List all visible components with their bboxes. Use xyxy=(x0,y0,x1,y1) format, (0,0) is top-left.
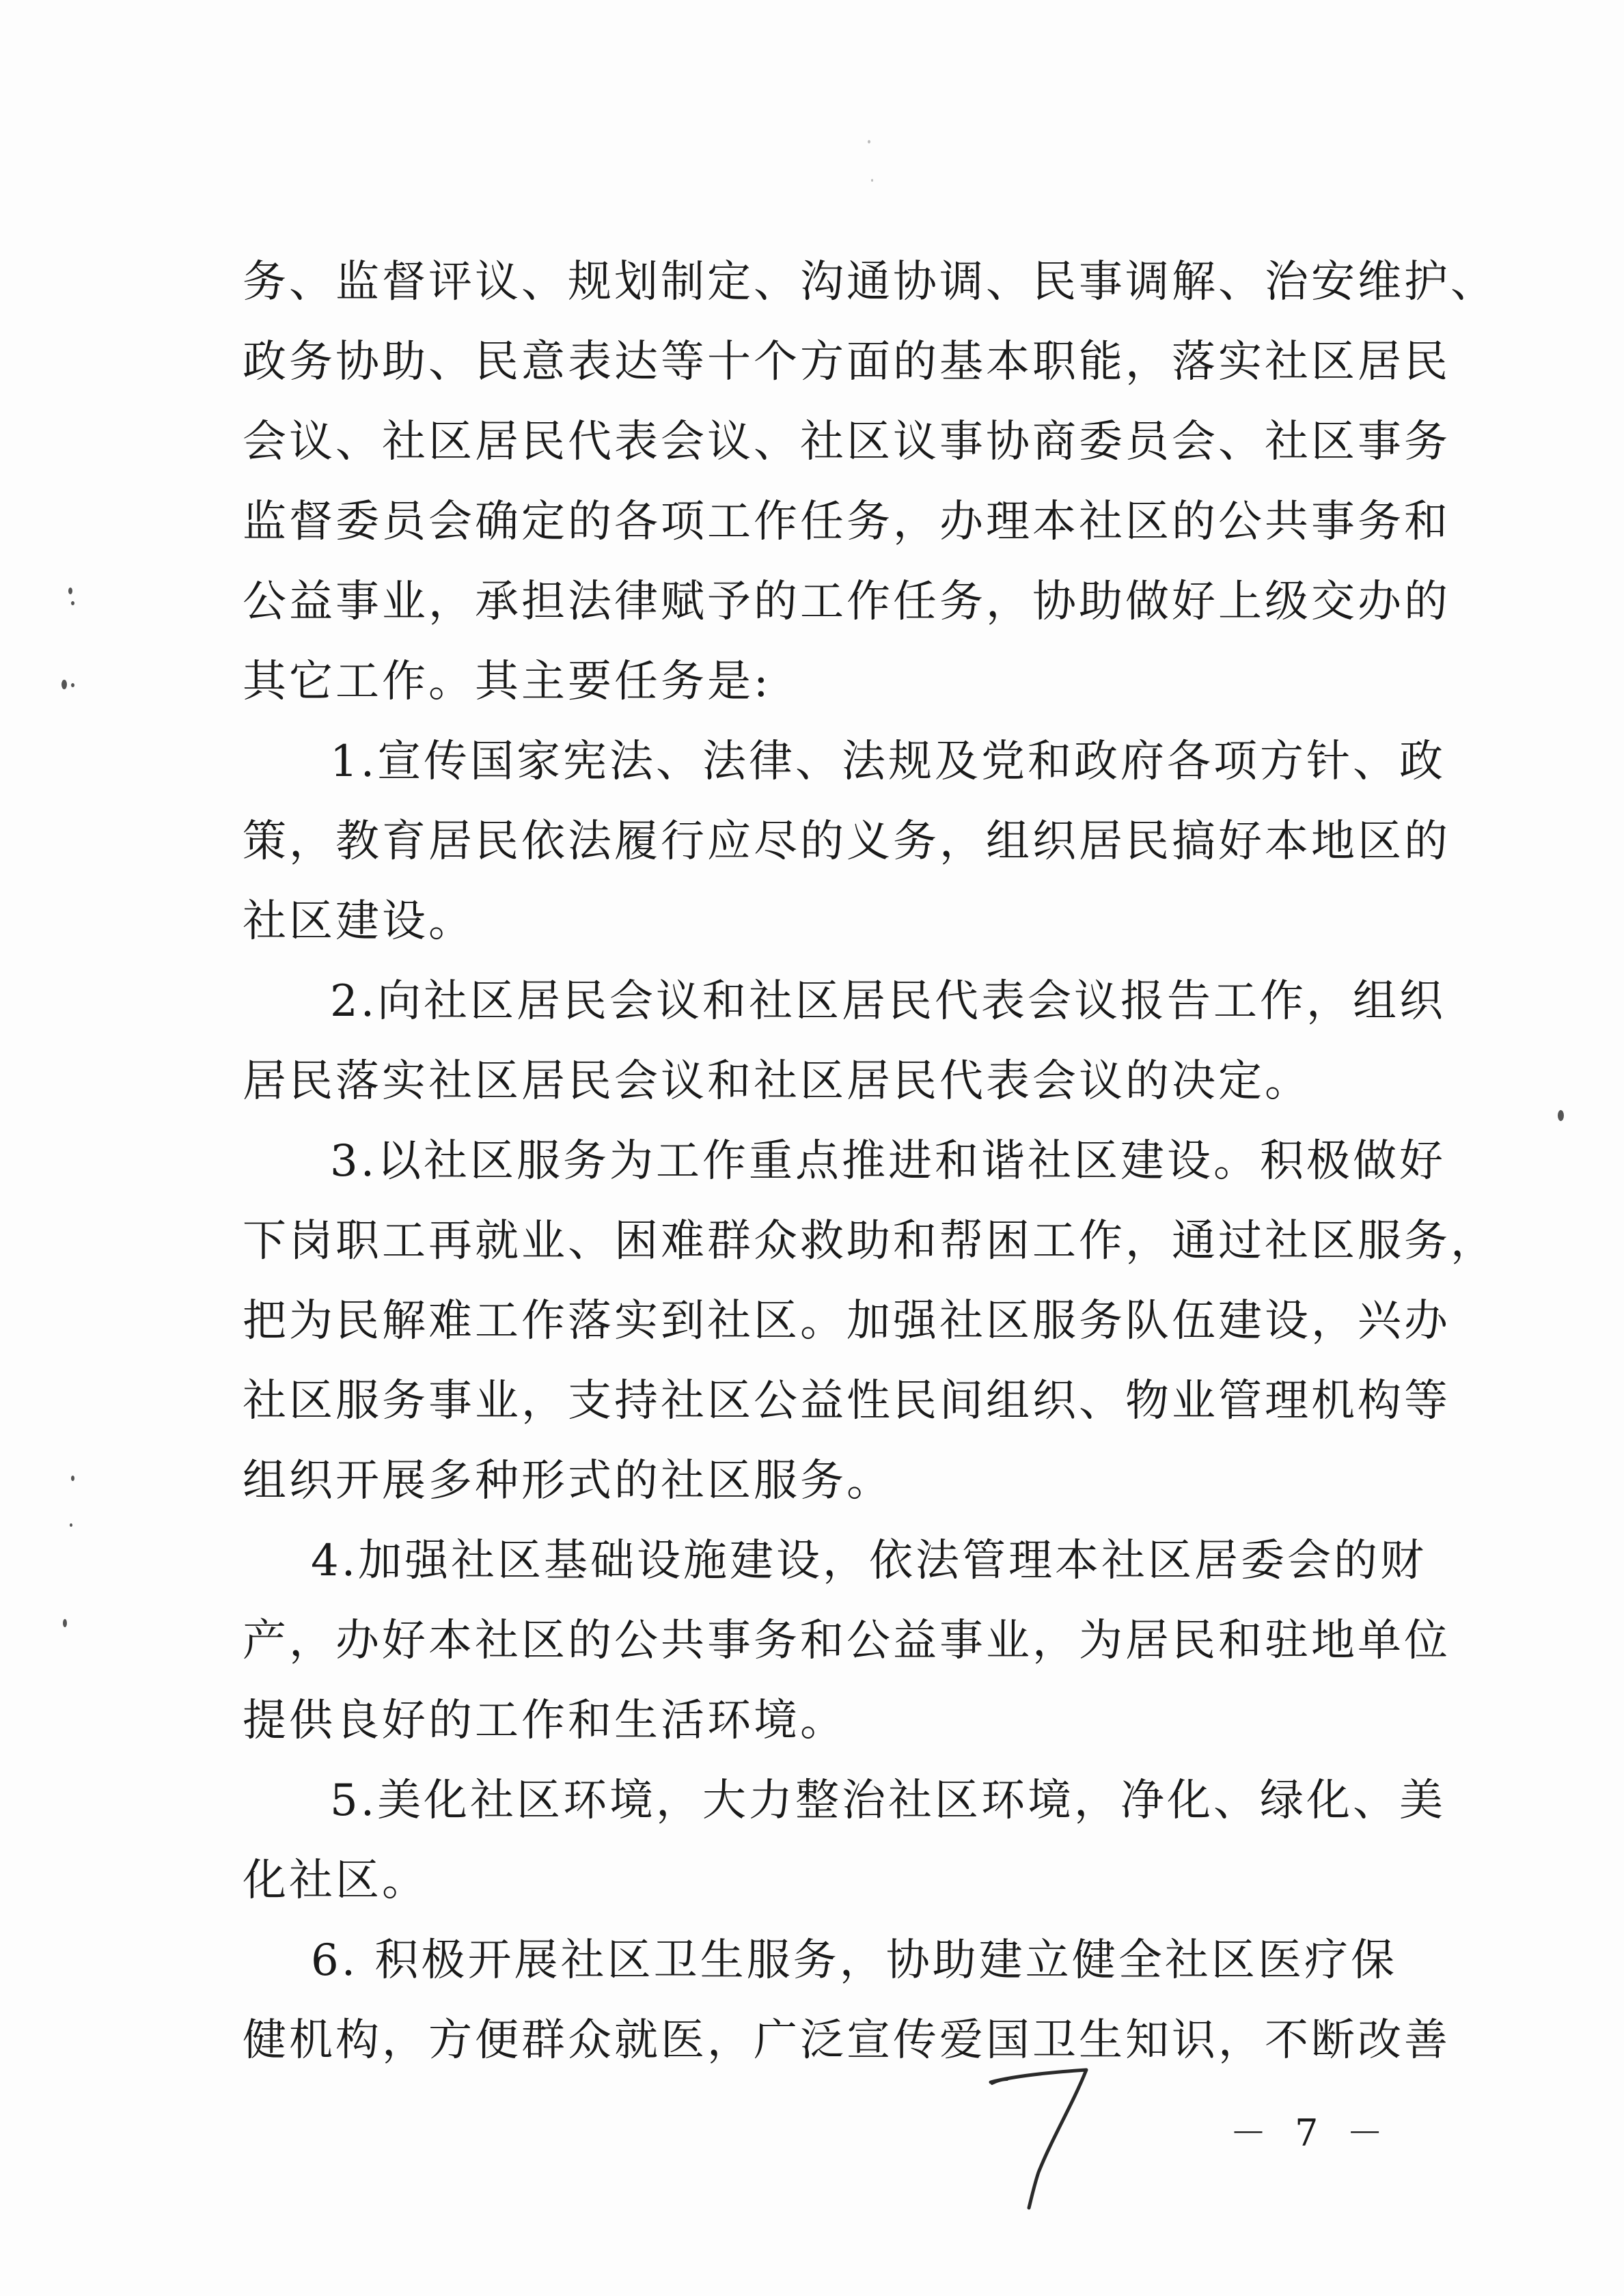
scan-speck xyxy=(868,140,870,143)
handwritten-page-number xyxy=(984,2063,1093,2213)
text-line: 组织开展多种形式的社区服务。 xyxy=(243,1456,893,1506)
scan-speck xyxy=(71,1476,74,1481)
list-item-3-line: 3.以社区服务为工作重点推进和谐社区建设。积极做好 xyxy=(330,1136,1446,1187)
scan-speck xyxy=(1558,1110,1564,1121)
text-line: 社区建设。 xyxy=(243,896,475,947)
scan-speck xyxy=(71,683,74,687)
text-line: 监督委员会确定的各项工作任务，办理本社区的公共事务和 xyxy=(243,497,1450,547)
text-line: 政务协助、民意表达等十个方面的基本职能，落实社区居民 xyxy=(243,337,1450,387)
text-line: 社区服务事业，支持社区公益性民间组织、物业管理机构等 xyxy=(243,1376,1450,1426)
list-item-1-line: 1.宣传国家宪法、法律、法规及党和政府各项方针、政 xyxy=(330,736,1446,787)
scan-speck xyxy=(71,601,74,605)
text-line: 公益事业，承担法律赋予的工作任务，协助做好上级交办的 xyxy=(243,577,1450,627)
scan-speck xyxy=(871,179,873,182)
text-line: 下岗职工再就业、困难群众救助和帮困工作，通过社区服务， xyxy=(243,1216,1497,1267)
list-item-5-line: 5.美化社区环境，大力整治社区环境，净化、绿化、美 xyxy=(330,1775,1446,1826)
scan-speck xyxy=(70,1523,72,1527)
scan-speck xyxy=(63,1619,67,1627)
text-line: 务、监督评议、规划制定、沟通协调、民事调解、治安维护、 xyxy=(243,257,1497,307)
text-line: 策，教育居民依法履行应尽的义务，组织居民搞好本地区的 xyxy=(243,816,1450,867)
text-line: 其它工作。其主要任务是: xyxy=(243,656,771,707)
list-item-4-line: 4.加强社区基础设施建设，依法管理本社区居委会的财 xyxy=(311,1536,1427,1586)
text-line: 产，办好本社区的公共事务和公益事业，为居民和驻地单位 xyxy=(243,1616,1450,1666)
text-line: 提供良好的工作和生活环境。 xyxy=(243,1696,847,1746)
text-line: 把为民解难工作落实到社区。加强社区服务队伍建设，兴办 xyxy=(243,1296,1450,1346)
text-line: 居民落实社区居民会议和社区居民代表会议的决定。 xyxy=(243,1056,1311,1107)
text-line: 会议、社区居民代表会议、社区议事协商委员会、社区事务 xyxy=(243,417,1450,467)
list-item-6-line: 6. 积极开展社区卫生服务，协助建立健全社区医疗保 xyxy=(311,1935,1397,1986)
page-number: － 7 － xyxy=(1230,2112,1392,2155)
list-item-2-line: 2.向社区居民会议和社区居民代表会议报告工作，组织 xyxy=(330,976,1446,1027)
text-line: 健机构，方便群众就医，广泛宣传爱国卫生知识，不断改善 xyxy=(243,2015,1450,2066)
text-line: 化社区。 xyxy=(243,1855,428,1906)
scan-speck xyxy=(61,680,67,689)
document-body xyxy=(243,243,1497,2081)
scan-speck xyxy=(68,587,72,594)
